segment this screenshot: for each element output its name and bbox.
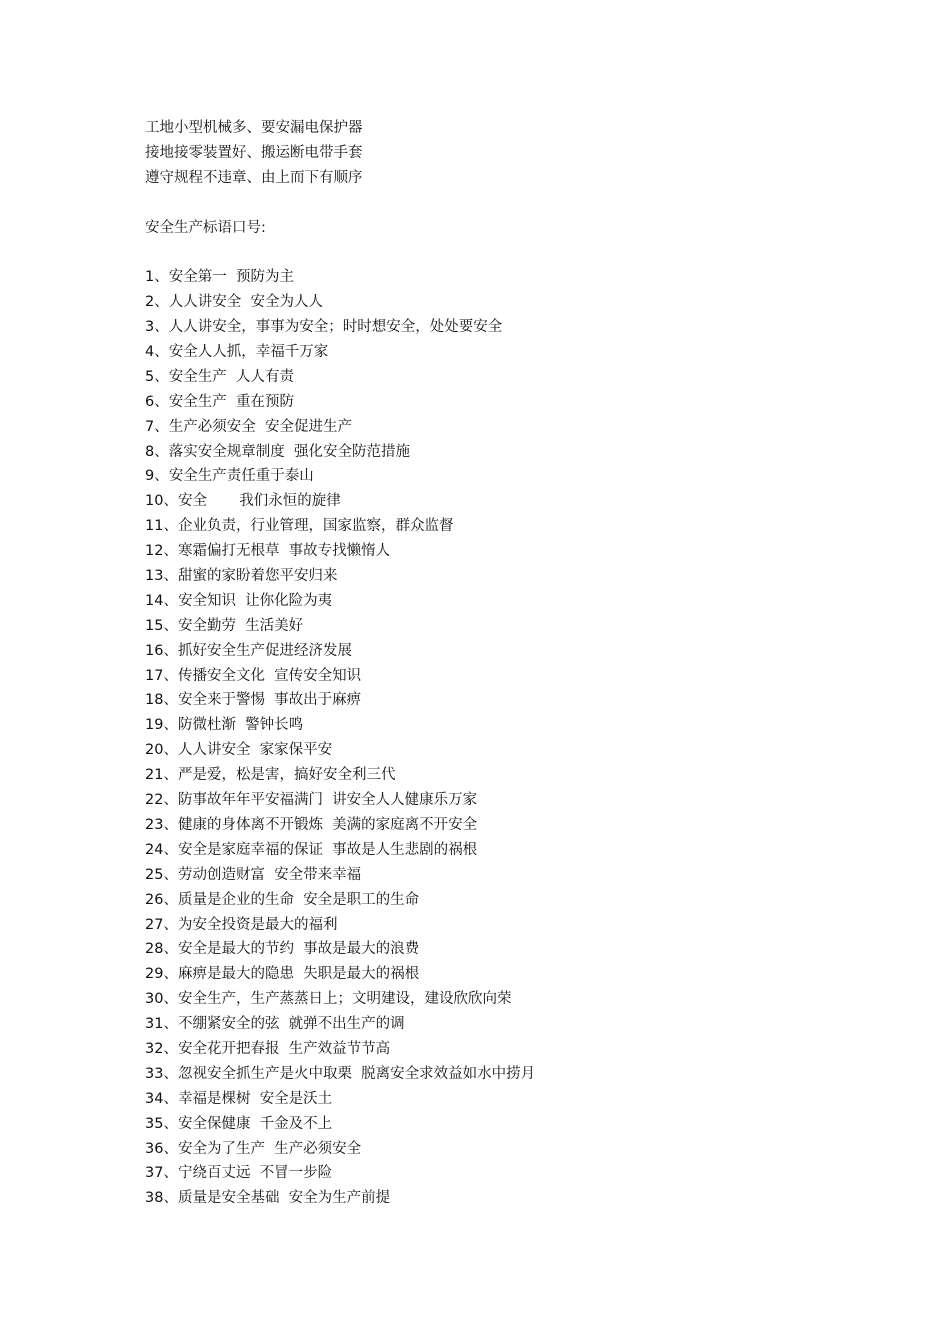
blank-line xyxy=(145,240,905,265)
slogan-item: 15、安全勤劳 生活美好 xyxy=(145,617,304,634)
slogan-item: 30、安全生产，生产蒸蒸日上；文明建设，建设欣欣向荣 xyxy=(145,991,512,1008)
section-heading: 安全生产标语口号: xyxy=(145,219,266,236)
slogan-item: 17、传播安全文化 宣传安全知识 xyxy=(145,667,362,684)
slogan-item: 22、防事故年年平安福满门 讲安全人人健康乐万家 xyxy=(145,792,478,809)
slogan-item: 20、人人讲安全 家家保平安 xyxy=(145,742,333,759)
document-body xyxy=(145,116,905,1211)
slogan-item: 4、安全人人抓，幸福千万家 xyxy=(145,344,329,361)
slogan-item: 10、安全 我们永恒的旋律 xyxy=(145,493,341,510)
slogan-item: 27、为安全投资是最大的福利 xyxy=(145,916,338,933)
slogan-item: 26、质量是企业的生命 安全是职工的生命 xyxy=(145,891,420,908)
slogan-item: 28、安全是最大的节约 事故是最大的浪费 xyxy=(145,941,420,958)
slogan-item: 38、质量是安全基础 安全为生产前提 xyxy=(145,1190,391,1207)
slogan-item: 34、幸福是棵树 安全是沃土 xyxy=(145,1090,333,1107)
slogan-item: 19、防微杜渐 警钟长鸣 xyxy=(145,717,304,734)
intro-line: 接地接零装置好、搬运断电带手套 xyxy=(145,144,363,161)
slogan-item: 13、甜蜜的家盼着您平安归来 xyxy=(145,568,338,585)
slogan-item: 31、不绷紧安全的弦 就弹不出生产的调 xyxy=(145,1016,405,1033)
slogan-item: 37、宁绕百丈远 不冒一步险 xyxy=(145,1165,333,1182)
slogan-item: 1、安全第一 预防为主 xyxy=(145,269,294,286)
slogan-item: 21、严是爱，松是害，搞好安全利三代 xyxy=(145,767,396,784)
intro-line: 工地小型机械多、要安漏电保护器 xyxy=(145,120,363,136)
slogan-item: 35、安全保健康 千金及不上 xyxy=(145,1115,333,1132)
slogan-item: 8、落实安全规章制度 强化安全防范措施 xyxy=(145,443,410,460)
slogan-item: 16、抓好安全生产促进经济发展 xyxy=(145,642,352,659)
slogan-item: 6、安全生产 重在预防 xyxy=(145,393,294,410)
slogan-item: 2、人人讲安全 安全为人人 xyxy=(145,294,323,311)
slogan-item: 36、安全为了生产 生产必须安全 xyxy=(145,1140,362,1157)
slogan-item: 23、健康的身体离不开锻炼 美满的家庭离不开安全 xyxy=(145,816,478,833)
slogan-item: 18、安全来于警惕 事故出于麻痹 xyxy=(145,692,362,709)
slogan-item: 9、安全生产责任重于泰山 xyxy=(145,468,314,485)
slogan-item: 25、劳动创造财富 安全带来幸福 xyxy=(145,866,362,883)
slogan-item: 14、安全知识 让你化险为夷 xyxy=(145,592,333,609)
slogan-item: 29、麻痹是最大的隐患 失职是最大的祸根 xyxy=(145,966,420,983)
slogan-item: 33、忽视安全抓生产是火中取栗 脱离安全求效益如水中捞月 xyxy=(145,1065,536,1082)
slogan-item: 32、安全花开把春报 生产效益节节高 xyxy=(145,1040,391,1057)
slogan-item: 12、寒霜偏打无根草 事故专找懒惰人 xyxy=(145,543,391,560)
intro-line: 遵守规程不违章、由上而下有顺序 xyxy=(145,169,363,186)
slogan-item: 7、生产必须安全 安全促进生产 xyxy=(145,418,352,435)
slogan-item: 24、安全是家庭幸福的保证 事故是人生悲剧的祸根 xyxy=(145,841,478,858)
slogan-item: 5、安全生产 人人有责 xyxy=(145,368,294,385)
blank-line xyxy=(145,191,905,216)
slogan-item: 11、企业负责，行业管理，国家监察，群众监督 xyxy=(145,518,454,535)
slogan-item: 3、人人讲安全，事事为安全；时时想安全，处处要安全 xyxy=(145,319,503,336)
